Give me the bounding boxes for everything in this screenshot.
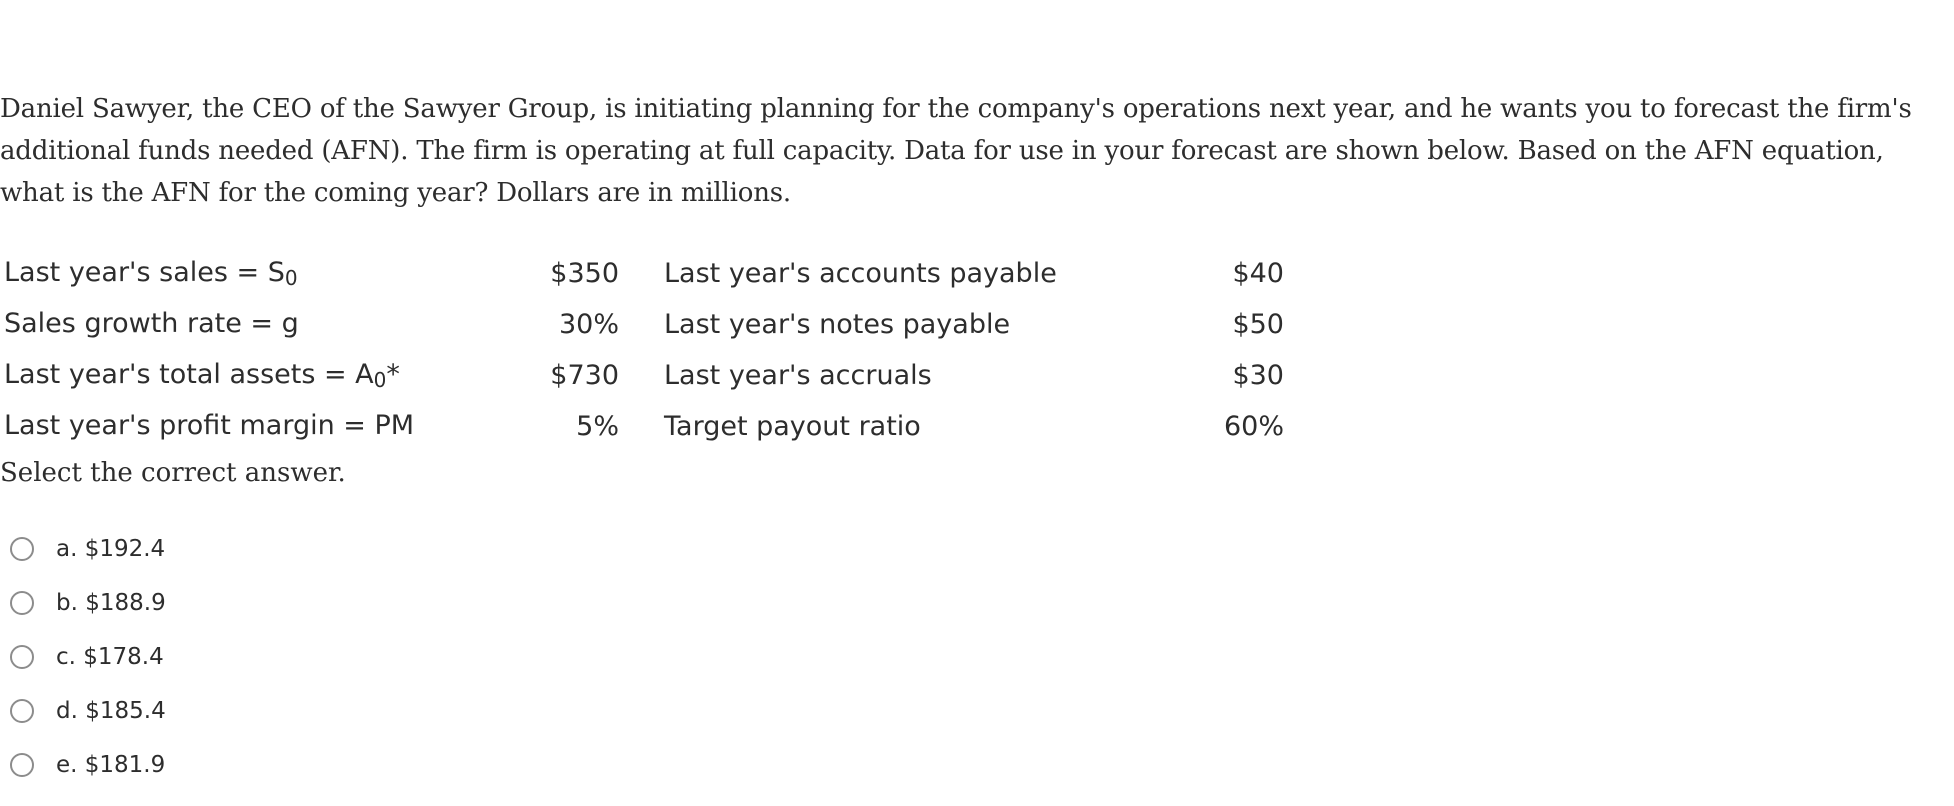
data-value: $350 <box>550 257 619 289</box>
subscript: 0 <box>284 266 298 290</box>
data-label: Target payout ratio <box>664 410 921 442</box>
answer-options <box>10 522 166 792</box>
option-label[interactable]: d. $185.4 <box>56 698 166 724</box>
option-label[interactable]: c. $178.4 <box>56 644 164 670</box>
data-label: Last year's total assets = A0* <box>4 359 400 392</box>
question-text: Daniel Sawyer, the CEO of the Sawyer Group, is initiating planning for the company's operations next year, and he wants you to forecast the firm's additional funds needed (AFN). The firm is operating at full capacity. Data for use in your forecast are shown below. Based on the AFN equation, what is the AFN for the coming year? Dollars are in millions. <box>0 94 1912 208</box>
data-label: Last year's profit margin = PM <box>4 410 415 441</box>
answer-option-b[interactable] <box>10 576 166 630</box>
table-row <box>0 299 1284 350</box>
data-label: Last year's notes payable <box>664 308 1011 340</box>
table-row <box>0 401 1284 452</box>
radio-button[interactable] <box>10 699 34 723</box>
subscript: 0 <box>373 368 387 392</box>
answer-option-c[interactable] <box>10 630 166 684</box>
answer-option-e[interactable] <box>10 738 166 792</box>
data-value: 30% <box>558 308 619 340</box>
data-label: Last year's accounts payable <box>664 257 1057 289</box>
answer-option-a[interactable] <box>10 522 166 576</box>
option-label[interactable]: a. $192.4 <box>56 536 166 562</box>
data-value: $30 <box>1232 359 1284 391</box>
radio-button[interactable] <box>10 591 34 615</box>
radio-button[interactable] <box>10 753 34 777</box>
table-row <box>0 350 1284 401</box>
option-label[interactable]: b. $188.9 <box>56 590 166 616</box>
answer-option-d[interactable] <box>10 684 166 738</box>
data-label: Last year's accruals <box>664 359 932 391</box>
option-label[interactable]: e. $181.9 <box>56 752 166 778</box>
table-row <box>0 248 1284 299</box>
radio-button[interactable] <box>10 537 34 561</box>
forecast-data-table <box>0 248 1284 452</box>
data-value: $40 <box>1232 257 1284 289</box>
data-value: $730 <box>550 359 619 391</box>
data-value: $50 <box>1232 308 1284 340</box>
data-value: 5% <box>576 410 619 442</box>
data-label: Last year's sales = S0 <box>4 257 298 290</box>
radio-button[interactable] <box>10 645 34 669</box>
answer-prompt: Select the correct answer. <box>0 458 346 488</box>
data-label: Sales growth rate = g <box>4 308 299 339</box>
data-value: 60% <box>1223 410 1284 442</box>
